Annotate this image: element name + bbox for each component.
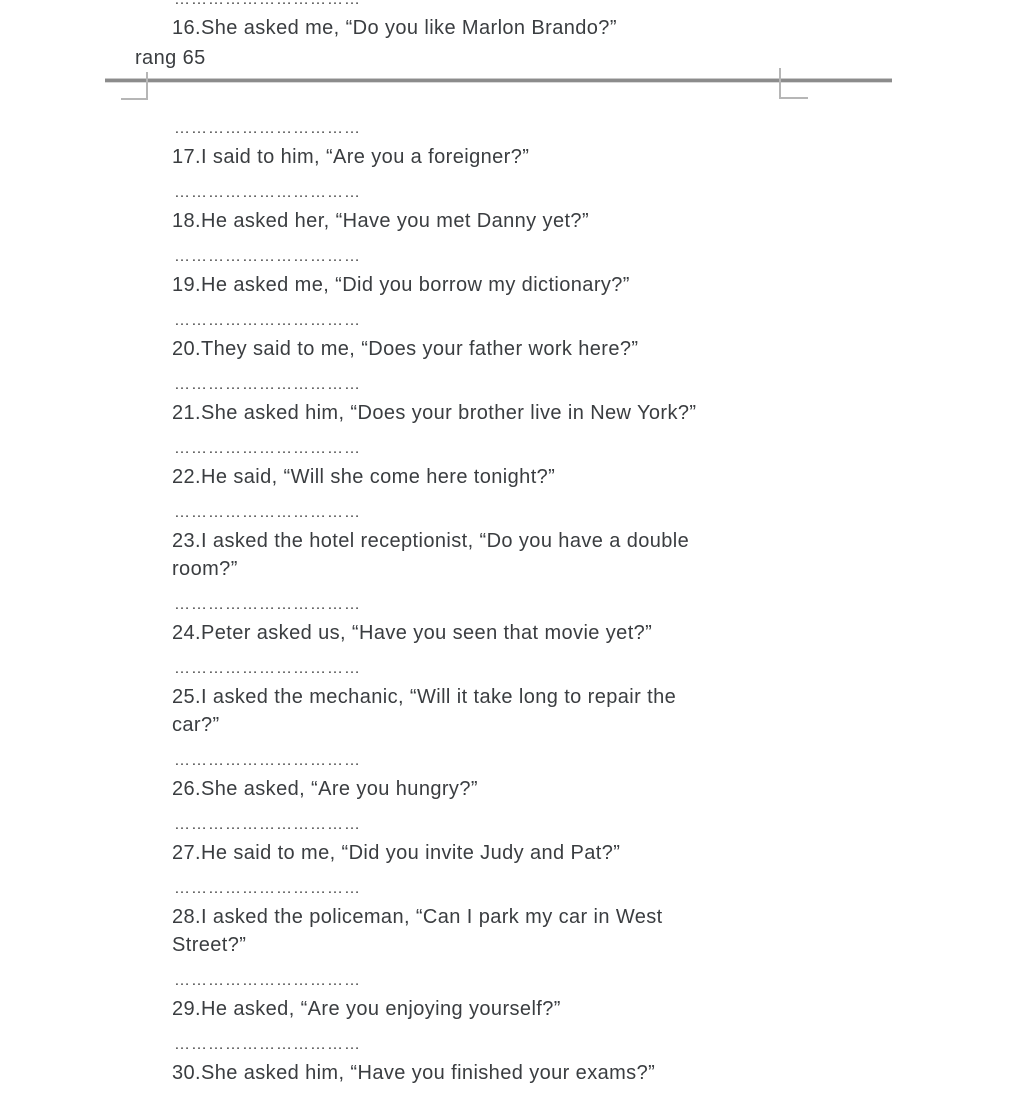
exercise-item-28 bbox=[172, 875, 1024, 959]
sentence-line: 19.He asked me, “Did you borrow my dictionary?” bbox=[172, 274, 630, 296]
sentence-line: 17.I said to him, “Are you a foreigner?” bbox=[172, 146, 530, 168]
sentence-line: car?” bbox=[172, 714, 220, 736]
sentence-line: 24.Peter asked us, “Have you seen that movie yet?” bbox=[172, 622, 653, 644]
dotted-answer-line: …………………………… bbox=[174, 376, 361, 393]
sentence-item-16: 16.She asked me, “Do you like Marlon Brando?” bbox=[172, 17, 617, 39]
exercise-item-19 bbox=[172, 243, 1024, 299]
exercise-item-17 bbox=[172, 115, 1024, 171]
dotted-answer-line: …………………………… bbox=[174, 660, 361, 677]
text-boundary-mark-left bbox=[121, 72, 148, 100]
dotted-answer-line: …………………………… bbox=[174, 504, 361, 521]
exercise-item-22 bbox=[172, 435, 1024, 491]
dotted-answer-line: …………………………… bbox=[174, 752, 361, 769]
sentence-line: Street?” bbox=[172, 934, 247, 956]
dotted-answer-line: …………………………… bbox=[174, 1036, 361, 1053]
sentence-line: 28.I asked the policeman, “Can I park my car in West bbox=[172, 906, 663, 928]
exercise-item-30 bbox=[172, 1031, 1024, 1087]
page-break-separator bbox=[105, 78, 892, 83]
sentence-line: 30.She asked him, “Have you finished your exams?” bbox=[172, 1062, 656, 1084]
sentence-line: 25.I asked the mechanic, “Will it take long to repair the bbox=[172, 686, 677, 708]
sentence-line: room?” bbox=[172, 558, 238, 580]
exercise-item-23 bbox=[172, 499, 1024, 583]
sentence-line: 26.She asked, “Are you hungry?” bbox=[172, 778, 478, 800]
sentence-line: 23.I asked the hotel receptionist, “Do you have a double bbox=[172, 530, 690, 552]
sentence-line: 21.She asked him, “Does your brother live in New York?” bbox=[172, 402, 697, 424]
sentence-line: 22.He said, “Will she come here tonight?” bbox=[172, 466, 556, 488]
exercise-item-29 bbox=[172, 967, 1024, 1023]
exercise-item-27 bbox=[172, 811, 1024, 867]
dotted-answer-line: …………………………… bbox=[174, 972, 361, 989]
sentence-line: 18.He asked her, “Have you met Danny yet?” bbox=[172, 210, 590, 232]
dotted-answer-line: …………………………… bbox=[174, 816, 361, 833]
dotted-answer-line: …………………………… bbox=[174, 880, 361, 897]
text-boundary-mark-right bbox=[779, 68, 808, 99]
dotted-answer-line: …………………………… bbox=[174, 312, 361, 329]
sentence-line: 29.He asked, “Are you enjoying yourself?” bbox=[172, 998, 561, 1020]
dotted-answer-line: …………………………… bbox=[174, 596, 361, 613]
dotted-answer-line: …………………………… bbox=[174, 248, 361, 265]
page-number-label: rang 65 bbox=[135, 47, 206, 69]
dotted-answer-line: …………………………… bbox=[174, 184, 361, 201]
sentence-line: 27.He said to me, “Did you invite Judy and Pat?” bbox=[172, 842, 621, 864]
exercise-item-24 bbox=[172, 591, 1024, 647]
dotted-answer-line bbox=[172, 0, 1024, 14]
exercise-list bbox=[0, 115, 1024, 1087]
exercise-item-25 bbox=[172, 655, 1024, 739]
exercise-item-21 bbox=[172, 371, 1024, 427]
previous-page-fragment bbox=[0, 0, 1024, 72]
exercise-item-20 bbox=[172, 307, 1024, 363]
dotted-answer-line: …………………………… bbox=[174, 120, 361, 137]
sentence-line: 20.They said to me, “Does your father work here?” bbox=[172, 338, 639, 360]
exercise-item-26 bbox=[172, 747, 1024, 803]
exercise-item-18 bbox=[172, 179, 1024, 235]
dotted-answer-line: …………………………… bbox=[174, 440, 361, 457]
